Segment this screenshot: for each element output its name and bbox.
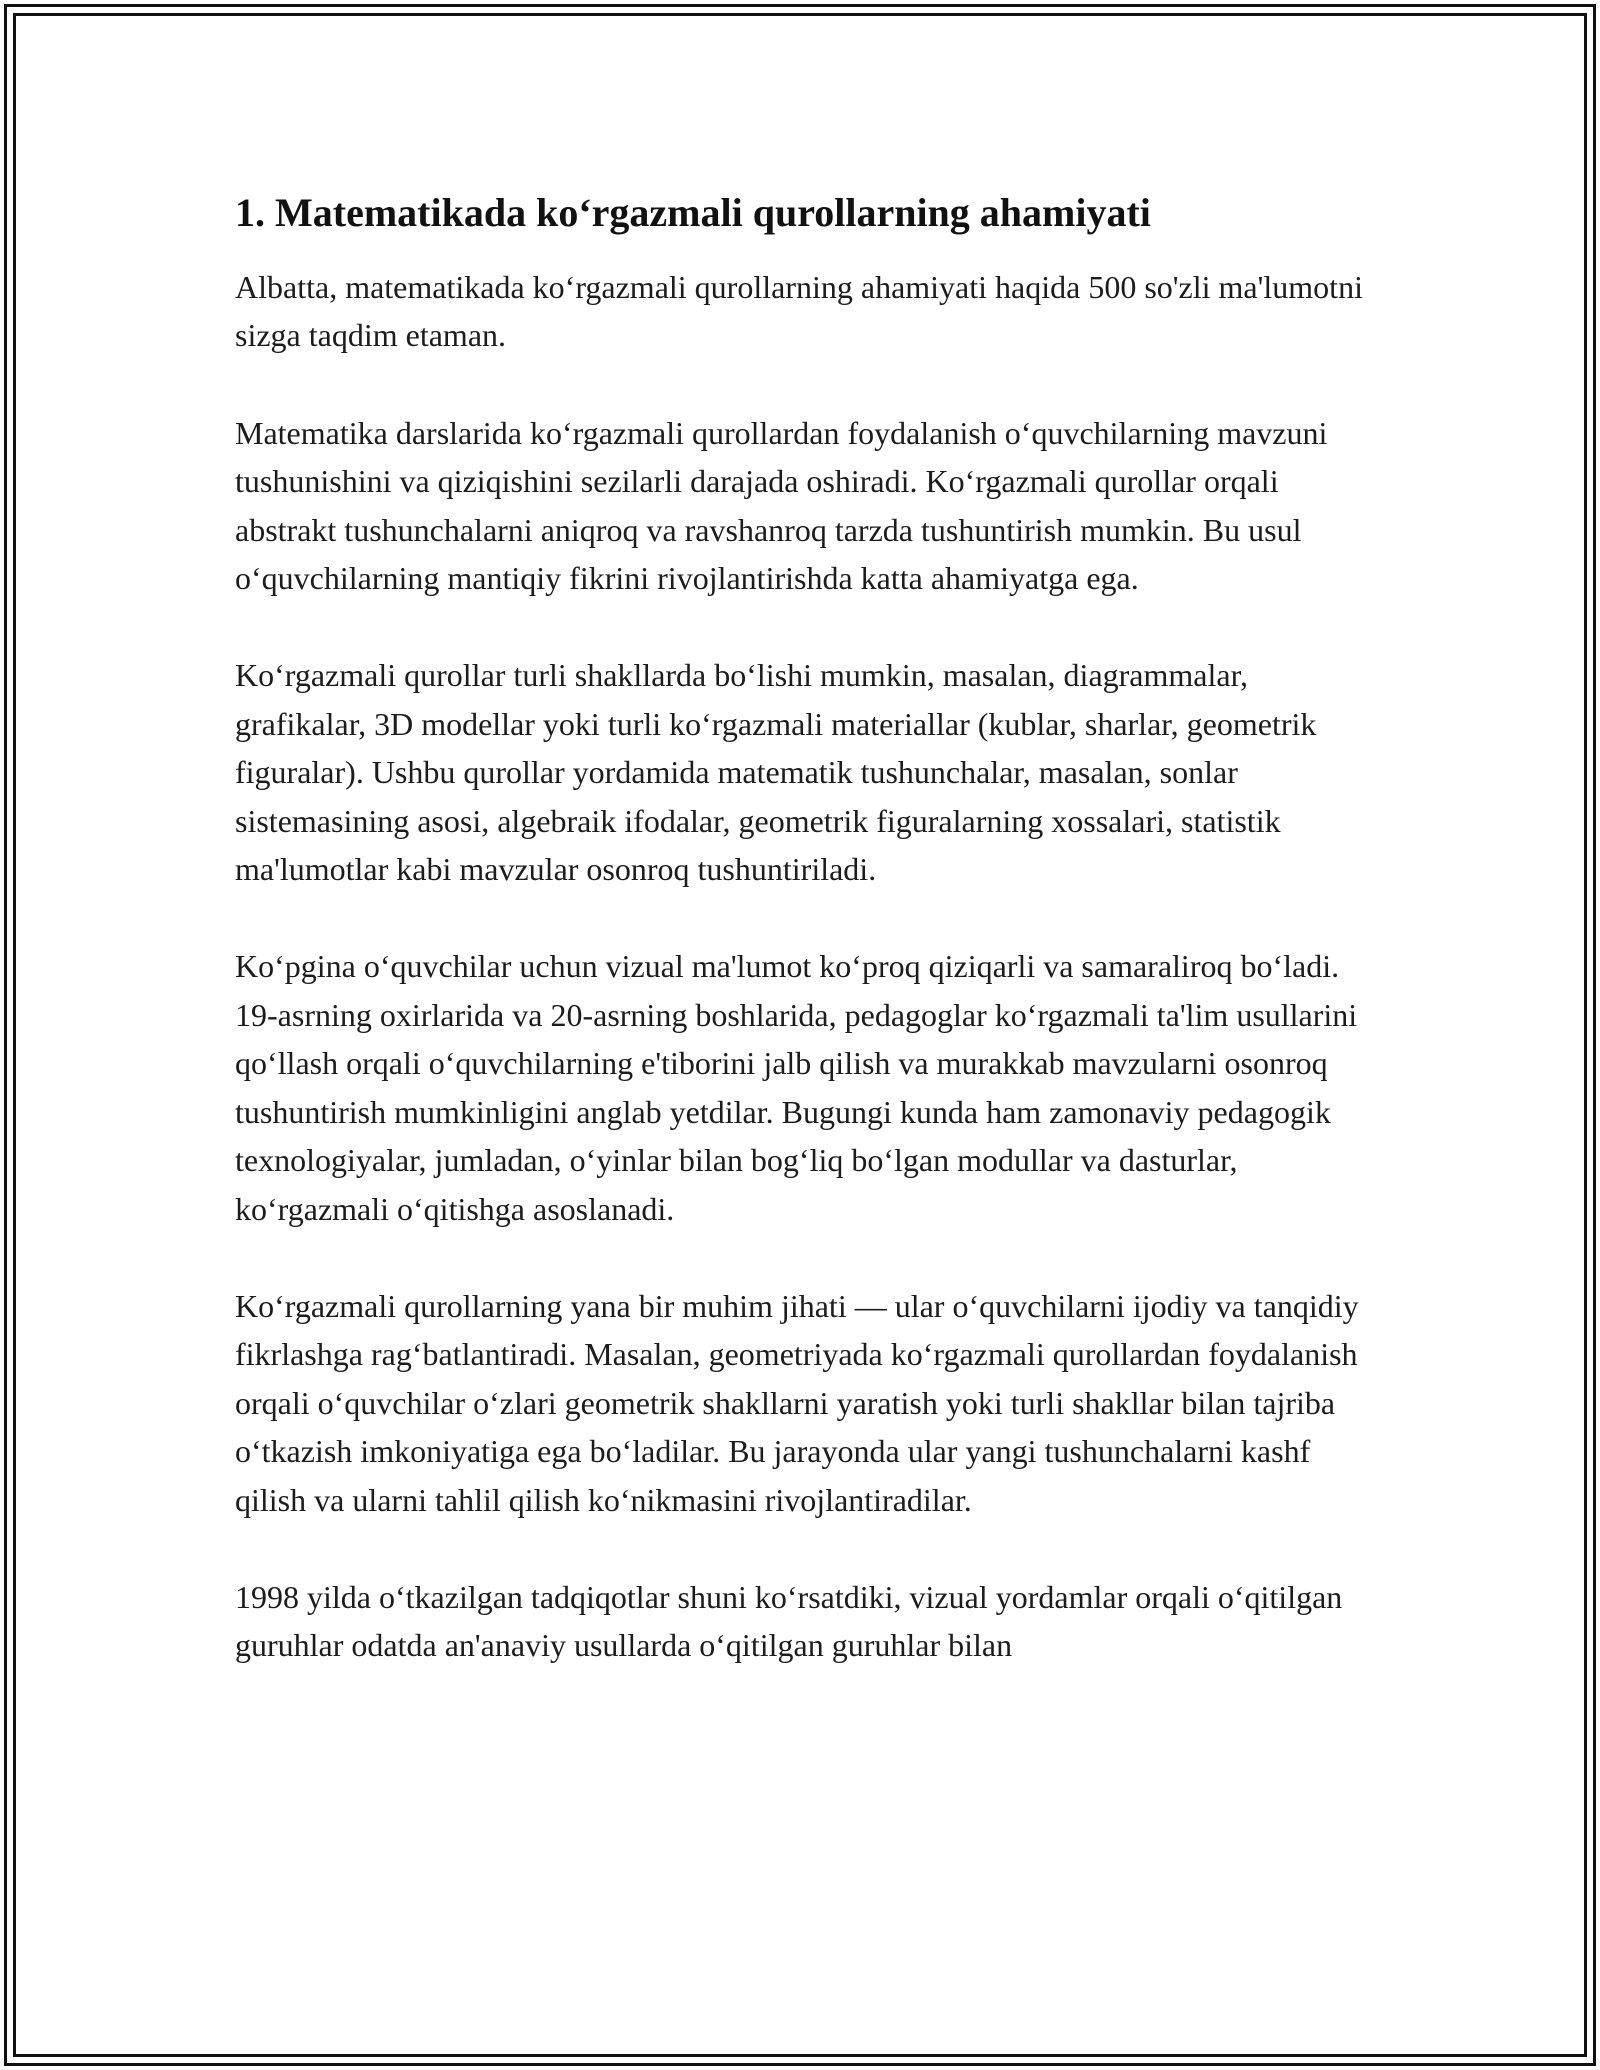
document-page [235,186,1365,1670]
paragraph-benefits: Matematika darslarida ko‘rgazmali qurollardan foydalanish o‘quvchilarning mavzuni tushunishini va qiziqishini sezilarli darajada oshiradi. Ko‘rgazmali qurollar orqali abstrakt tushunchalarni aniqroq va ravshanroq tarzda tushuntirish mumkin. Bu usul o‘quvchilarning mantiqiy fikrini rivojlantirishda katta ahamiyatga ega. [235,414,1328,597]
paragraph-intro: Albatta, matematikada ko‘rgazmali qurollarning ahamiyati haqida 500 so'zli ma'lumotni sizga taqdim etaman. [235,269,1363,354]
paragraph-forms: Ko‘rgazmali qurollar turli shakllarda bo‘lishi mumkin, masalan, diagrammalar, grafikalar, 3D modellar yoki turli ko‘rgazmali materiallar (kublar, sharlar, geometrik figuralar). Ushbu qurollar yordamida matematik tushunchalar, masalan, sonlar sistemasining asosi, algebraik ifodalar, geometrik figuralarning xossalari, statistik ma'lumotlar kabi mavzular osonroq tushuntiriladi. [235,657,1317,888]
paragraph-history: Ko‘pgina o‘quvchilar uchun vizual ma'lumot ko‘proq qiziqarli va samaraliroq bo‘ladi. 19-asrning oxirlarida va 20-asrning boshlarida, pedagoglar ko‘rgazmali ta'lim usullarini qo‘llash orqali o‘quvchilarning e'tiborini jalb qilish va murakkab mavzularni osonroq tushuntirish mumkinligini anglab yetdilar. Bugungi kunda ham zamonaviy pedagogik texnologiyalar, jumladan, o‘yinlar bilan bog‘liq bo‘lgan modullar va dasturlar, ko‘rgazmali o‘qitishga asoslanadi. [235,948,1358,1227]
section-heading: 1. Matematikada ko‘rgazmali qurollarning ahamiyati [235,190,1151,235]
paragraph-creativity: Ko‘rgazmali qurollarning yana bir muhim jihati — ular o‘quvchilarni ijodiy va tanqidiy fikrlashga rag‘batlantiradi. Masalan, geometriyada ko‘rgazmali qurollardan foydalanish orqali o‘quvchilar o‘zlari geometrik shakllarni yaratish yoki turli shakllar bilan tajriba o‘tkazish imkoniyatiga ega bo‘ladilar. Bu jarayonda ular yangi tushunchalarni kashf qilish va ularni tahlil qilish ko‘nikmasini rivojlantiradilar. [235,1287,1359,1518]
paragraph-research: 1998 yilda o‘tkazilgan tadqiqotlar shuni ko‘rsatdiki, vizual yordamlar orqali o‘qitilgan guruhlar odatda an'anaviy usullarda o‘qitilgan guruhlar bilan [235,1578,1343,1664]
